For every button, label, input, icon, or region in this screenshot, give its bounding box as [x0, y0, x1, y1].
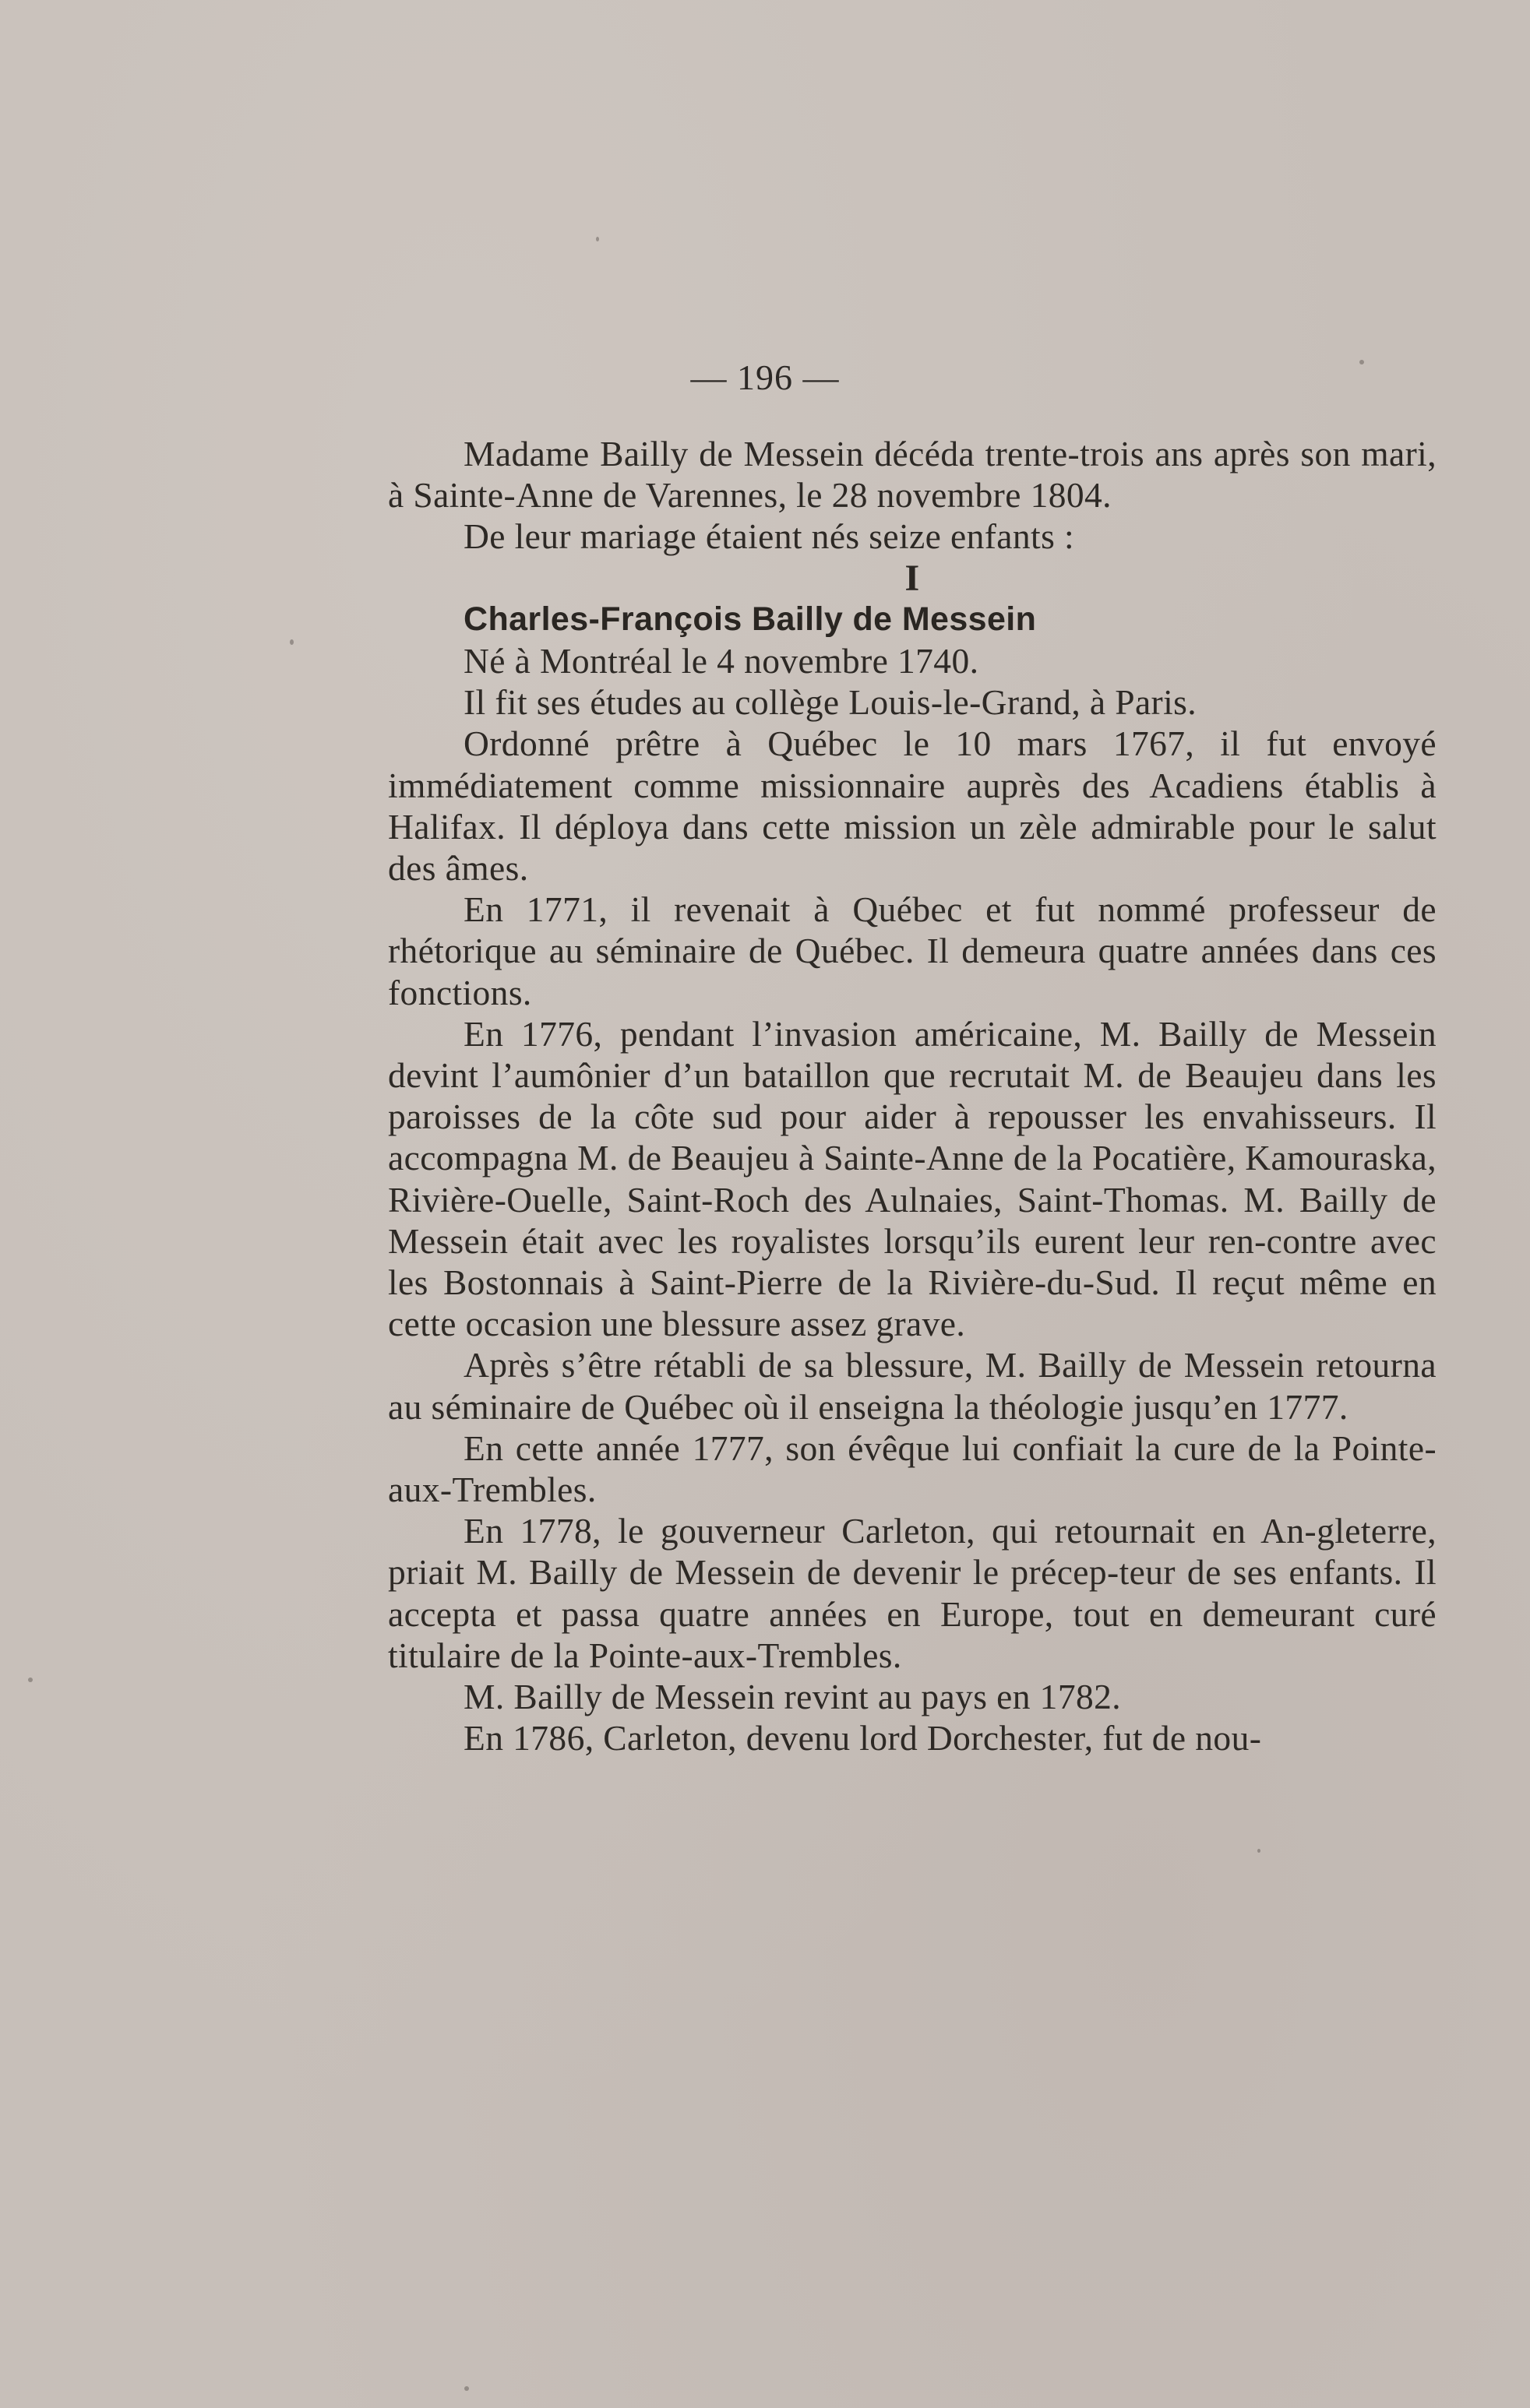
section-numeral: I	[904, 557, 920, 599]
paragraph: En 1778, le gouverneur Carleton, qui retournait en An-gleterre, priait M. Bailly de Messein de devenir le précep-teur de ses enfants. Il accepta et passa quatre années en Europe, tout en demeurant curé titulaire de la Pointe-aux-Trembles.	[388, 1511, 1437, 1675]
paragraph: De leur mariage étaient nés seize enfants :	[464, 516, 1075, 557]
paragraph: En cette année 1777, son évêque lui confiait la cure de la Pointe-aux-Trembles.	[388, 1428, 1437, 1510]
paragraph: En 1786, Carleton, devenu lord Dorchester, fut de nou-	[464, 1718, 1262, 1758]
paragraph: Il fit ses études au collège Louis-le-Grand, à Paris.	[464, 682, 1197, 723]
paper-speck	[596, 237, 599, 241]
paper-speck	[1257, 1849, 1260, 1853]
section-title: Charles-François Bailly de Messein	[464, 600, 1037, 638]
paragraph: En 1771, il revenait à Québec et fut nommé professeur de rhétorique au séminaire de Québec. Il demeura quatre années dans ces fonctions.	[388, 889, 1437, 1012]
paragraph: Ordonné prêtre à Québec le 10 mars 1767, il fut envoyé immédiatement comme missionnaire auprès des Acadiens établis à Halifax. Il déploya dans cette mission un zèle admirable pour le salut des âmes.	[388, 723, 1437, 889]
paragraph: Madame Bailly de Messein décéda trente-trois ans après son mari, à Sainte-Anne de Varennes, le 28 novembre 1804.	[388, 434, 1437, 516]
page-body	[388, 433, 1437, 1759]
paragraph: Après s’être rétabli de sa blessure, M. Bailly de Messein retourna au séminaire de Québec où il enseigna la théologie jusqu’en 1777.	[388, 1345, 1437, 1427]
paragraph: En 1776, pendant l’invasion américaine, M. Bailly de Messein devint l’aumônier d’un bataillon que recrutait M. de Beaujeu dans les paroisses de la côte sud pour aider à repousser les envahisseurs. Il accompagna M. de Beaujeu à Sainte-Anne de la Pocatière, Kamouraska, Rivière-Ouelle, Saint-Roch des Aulnaies, Saint-Thomas. M. Bailly de Messein était avec les royalistes lorsqu’ils eurent leur ren-contre avec les Bostonnais à Saint-Pierre de la Rivière-du-Sud. Il reçut même en cette occasion une blessure assez grave.	[388, 1013, 1437, 1344]
paragraph: M. Bailly de Messein revint au pays en 1782.	[464, 1677, 1122, 1717]
paper-speck	[28, 1678, 33, 1682]
paper-speck	[464, 2386, 469, 2391]
paper-speck	[1359, 360, 1364, 364]
paper-speck	[290, 639, 294, 645]
paragraph: Né à Montréal le 4 novembre 1740.	[464, 641, 979, 681]
page-number: — 196 —	[690, 357, 840, 397]
